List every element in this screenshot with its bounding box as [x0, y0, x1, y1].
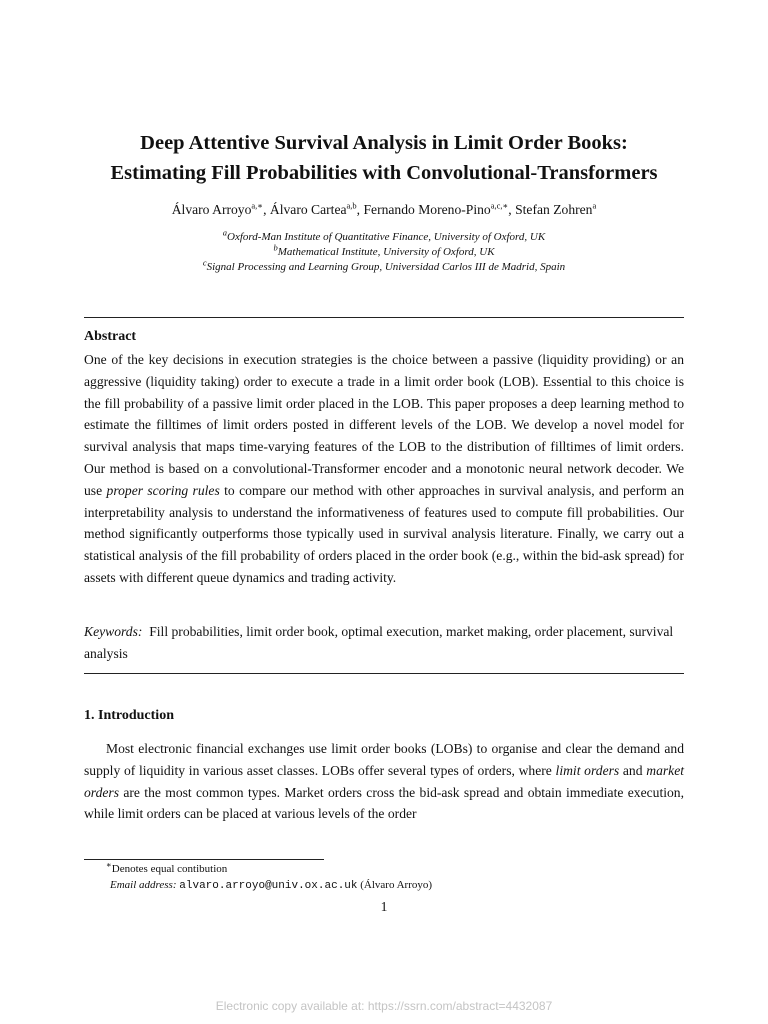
affiliation [40, 257, 728, 275]
affiliation-list [40, 227, 728, 275]
paper-title-line-2: Estimating Fill Probabilities with Convolutional-Transformers [110, 162, 658, 184]
email-label: Email address: [110, 879, 177, 891]
email-link[interactable]: alvaro.arroyo@univ.ox.ac.uk [179, 880, 358, 892]
page-number: 1 [380, 899, 388, 914]
affiliation [40, 227, 728, 245]
intro-text: Most electronic financial exchanges use limit order books (LOBs) to organise and clear the demand and supply of liquidity in various asset classes. LOBs offer several types of orders, where [84, 741, 684, 778]
author-superscript: a,∗ [251, 200, 264, 211]
affiliation-superscript: c [202, 257, 207, 268]
keywords-label: Keywords: [84, 624, 143, 639]
abstract-heading: Abstract [84, 329, 137, 344]
footnote-text: Denotes equal contibution [111, 863, 228, 875]
abstract-emphasis: proper scoring rules [106, 482, 220, 498]
section-heading: 1. Introduction [84, 708, 174, 723]
email-owner: (Álvaro Arroyo) [360, 879, 433, 891]
affiliation [40, 242, 728, 260]
abstract-body [84, 349, 684, 589]
footnote-rule [84, 859, 324, 860]
affiliation-text: Signal Processing and Learning Group, Universidad Carlos III de Madrid, Spain [206, 261, 566, 273]
author-name: Álvaro Arroyo [171, 202, 252, 217]
author-superscript: a,b [346, 200, 357, 211]
author-separator: , [508, 202, 516, 217]
intro-emphasis: limit orders [555, 762, 620, 778]
affiliation-text: Oxford-Man Institute of Quantitative Finance, University of Oxford, UK [227, 231, 546, 243]
author-name: Stefan Zohren [515, 202, 593, 217]
author-separator: , [263, 202, 270, 217]
intro-emphasis: market orders [84, 762, 684, 800]
intro-text: and [619, 762, 647, 778]
paper-title [40, 128, 728, 188]
abstract-bottom-rule [84, 673, 684, 674]
author-name: Fernando Moreno-Pino [363, 202, 491, 217]
author-list [40, 200, 728, 220]
intro-paragraph [84, 738, 684, 825]
intro-text: are the most common types. Market orders cross the bid-ask spread and obtain immediate execution, while limit orders can be placed at various levels of the order [84, 784, 684, 822]
footnote-marker: ∗ [106, 859, 112, 870]
abstract-text: to compare our method with other approaches in survival analysis, and perform an interpretability analysis to understand the informativeness of features used to compute fill probabilities. Our method significantly outperforms those typically used in survival analysis literature. Finally, we carry out a statistical analysis of the fill probability of orders placed in the order book (e.g., within the bid-ask spread) for assets with different queue dynamics and trading activity. [84, 482, 685, 585]
affiliation-text: Mathematical Institute, University of Oxford, UK [277, 246, 495, 258]
paper-title-line-1: Deep Attentive Survival Analysis in Limit Order Books: [140, 132, 628, 154]
abstract-top-rule [84, 317, 684, 318]
footnote [106, 861, 432, 894]
footnote-email-line [106, 877, 432, 894]
footnote-line [106, 861, 432, 877]
author-superscript: a [592, 200, 597, 211]
keywords-text: Fill probabilities, limit order book, optimal execution, market making, order placement, survival analysis [84, 624, 674, 661]
ssrn-notice[interactable]: Electronic copy available at: https://ssrn.com/abstract=4432087 [215, 999, 553, 1013]
keywords [84, 621, 684, 665]
author-separator: , [356, 202, 364, 217]
author-name: Álvaro Cartea [269, 202, 347, 217]
author-superscript: a,c,∗ [490, 200, 509, 211]
abstract-text: One of the key decisions in execution strategies is the choice between a passive (liquidity providing) or an aggressive (liquidity taking) order to execute a trade in a limit order book (LOB). Essential to this choice is the fill probability of a passive limit order placed in the LOB. This paper proposes a deep learning method to estimate the filltimes of limit orders posted in different levels of the LOB. We develop a novel model for survival analysis that maps time-varying features of the LOB to the distribution of filltimes of limit orders. Our method is based on a convolutional-Transformer encoder and a monotonic neural network decoder. We use [84, 352, 684, 498]
affiliation-superscript: a [222, 227, 228, 238]
affiliation-superscript: b [273, 242, 278, 253]
